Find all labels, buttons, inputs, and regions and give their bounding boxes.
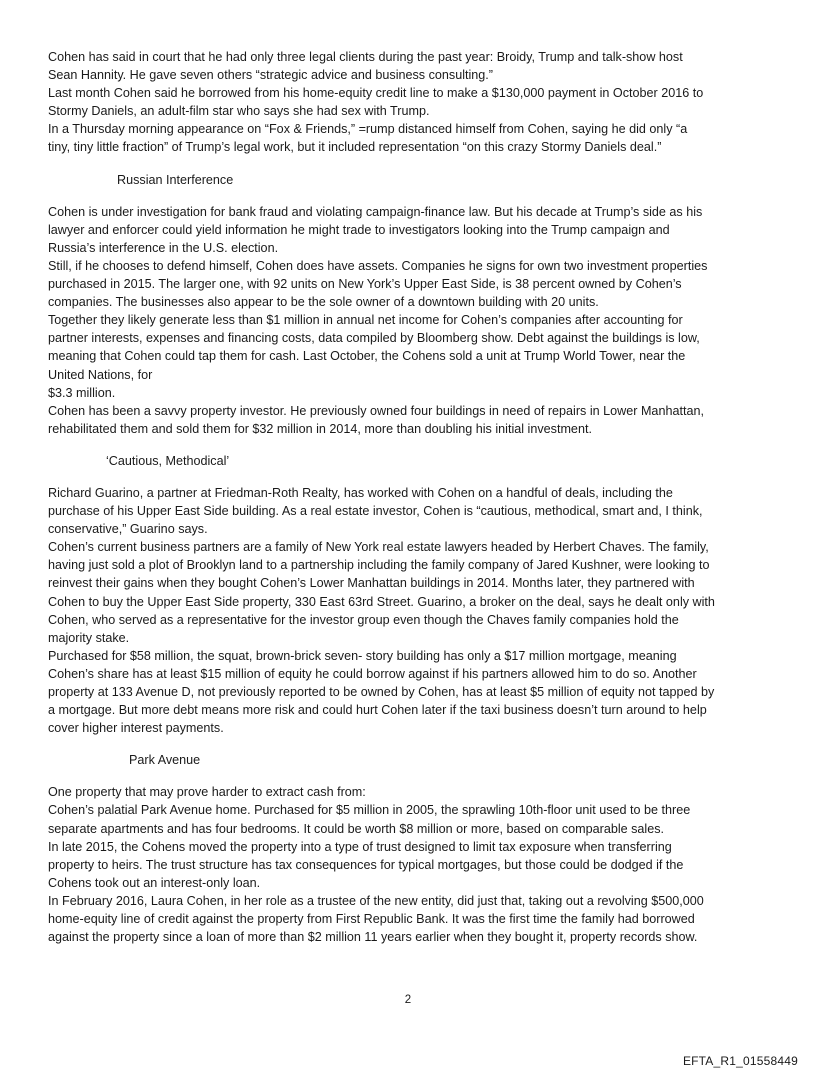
section-intro xyxy=(48,48,774,157)
paragraph: Purchased for $58 million, the squat, brown-brick seven- story building has only a $17 million mortgage, meaning Cohen’s share has at least $15 million of equity he could borrow against if his partners allowed him to do so. Another property at 133 Avenue D, not previously reported to be owned by Cohen, has at least $5 million of equity not tapped by a mortgage. But more debt means more risk and could hurt Cohen later if the taxi business doesn’t turn around to help cover higher interest payments. xyxy=(48,648,715,736)
paragraph: Richard Guarino, a partner at Friedman-Roth Realty, has worked with Cohen on a handful of deals, including the purchase of his Upper East Side building. As a real estate investor, Cohen is “cautious, methodical, smart and, I think, conservative,” Guarino says. xyxy=(48,485,703,537)
section-russian-interference xyxy=(48,203,774,438)
paragraph: In February 2016, Laura Cohen, in her role as a trustee of the new entity, did just that, taking out a revolving $500,000 home-equity line of credit against the property from First Republic Bank. It was the first time the family had borrowed against the property since a loan of more than $2 million 11 years earlier when they bought it, property records show. xyxy=(48,893,704,945)
paragraph: Last month Cohen said he borrowed from his home-equity credit line to make a $130,000 payment in October 2016 to Stormy Daniels, an adult-film star who says she had sex with Trump. xyxy=(48,86,704,119)
paragraph: Still, if he chooses to defend himself, Cohen does have assets. Companies he signs for own two investment properties purchased in 2015. The larger one, with 92 units on New York’s Upper East Side, is 38 percent owned by Cohen’s companies. The businesses also appear to be the sole owner of a downtown building with 20 units. xyxy=(48,258,708,310)
section-heading-russian-interference: Russian Interference xyxy=(117,172,234,187)
paragraph: Cohen has been a savvy property investor. He previously owned four buildings in need of repairs in Lower Manhattan, rehabilitated them and sold them for $32 million in 2014, more than doubling his initial investment. xyxy=(48,403,704,436)
paragraph: In a Thursday morning appearance on “Fox & Friends,” =rump distanced himself from Cohen, saying he did only “a tiny, tiny little fraction” of Trump’s legal work, but it included representation “on this crazy Stormy Daniels deal.” xyxy=(48,122,688,155)
paragraph: One property that may prove harder to extract cash from: Cohen’s palatial Park Avenue home. Purchased for $5 million in 2005, the sprawling 10th-floor unit used to be three separate apartments and has four bedrooms. It could be worth $8 million or more, based on comparable sales. xyxy=(48,785,691,836)
paragraph: Together they likely generate less than $1 million in annual net income for Cohen’s companies after accounting for partner interests, expenses and financing costs, data compiled by Bloomberg show. Debt against the buildings is low, meaning that Cohen could tap them for cash. Last October, the Cohens sold a unit at Trump World Tower, near the United Nations, for $3.3 million. xyxy=(48,313,700,400)
section-cautious-methodical xyxy=(48,484,774,737)
page-number: 2 xyxy=(404,994,412,1006)
paragraph: Cohen’s current business partners are a family of New York real estate lawyers headed by Herbert Chaves. The family, having just sold a plot of Brooklyn land to a partnership including the family company of Jared Kushner, were looking to reinvest their gains when they bought Cohen’s Lower Manhattan buildings in 2014. Months later, they partnered with Cohen to buy the Upper East Side property, 330 East 63rd Street. Guarino, a broker on the deal, says he dealt only with Cohen, who served as a representative for the investor group even though the Chaves family companies hold the majority stake. xyxy=(48,540,715,645)
section-heading-cautious-methodical: ‘Cautious, Methodical’ xyxy=(106,453,230,468)
paragraph: Cohen has said in court that he had only three legal clients during the past year: Broidy, Trump and talk-show host Sean Hannity. He gave seven others “strategic advice and business consulting.” xyxy=(48,50,683,83)
section-park-avenue xyxy=(48,783,774,946)
paragraph: In late 2015, the Cohens moved the property into a type of trust designed to limit tax exposure when transferring property to heirs. The trust structure has tax consequences for typical mortgages, but those could be dodged if the Cohens took out an interest-only loan. xyxy=(48,839,684,890)
section-heading-park-avenue: Park Avenue xyxy=(129,753,201,768)
paragraph: Cohen is under investigation for bank fraud and violating campaign-finance law. But his decade at Trump’s side as his lawyer and enforcer could yield information he might trade to investigators looking into the Trump campaign and Russia’s interference in the U.S. election. xyxy=(48,204,703,255)
document-id-stamp: EFTA_R1_01558449 xyxy=(682,1054,798,1068)
document-page xyxy=(48,48,774,960)
